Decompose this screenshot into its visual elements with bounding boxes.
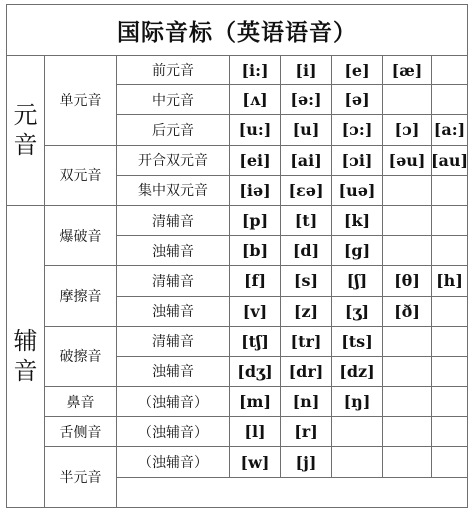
symbol-cell: [ə]: [332, 85, 383, 115]
symbol-cell: [s]: [281, 266, 332, 296]
symbol-cell: [383, 357, 432, 387]
row-label: 前元音: [117, 55, 230, 85]
row-label: 后元音: [117, 115, 230, 145]
symbol-cell: [ŋ]: [332, 387, 383, 417]
symbol-cell: [ɔ]: [383, 115, 432, 145]
symbol-cell: [g]: [332, 236, 383, 266]
table-bottom-filler: [117, 478, 467, 508]
symbol-cell: [au]: [432, 146, 467, 176]
row-label: （浊辅音）: [117, 387, 230, 417]
symbol-cell: [432, 85, 467, 115]
symbol-cell: [432, 447, 467, 477]
symbol-cell: [ai]: [281, 146, 332, 176]
symbol-cell: [j]: [281, 447, 332, 477]
category-consonant: [7, 206, 45, 508]
group-diphthong: 双元音: [45, 146, 117, 206]
symbol-cell: [t]: [281, 206, 332, 236]
symbol-cell: [ɛə]: [281, 176, 332, 206]
symbol-cell: [383, 85, 432, 115]
symbol-cell: [uə]: [332, 176, 383, 206]
symbol-cell: [432, 297, 467, 327]
group-nasal: 鼻音: [45, 387, 117, 417]
symbol-cell: [432, 206, 467, 236]
row-label: （浊辅音）: [117, 447, 230, 477]
symbol-cell: [æ]: [383, 55, 432, 85]
group-plosive: 爆破音: [45, 206, 117, 266]
group-affricate: 破擦音: [45, 327, 117, 387]
group-semivowel: 半元音: [45, 447, 117, 507]
symbol-cell: [z]: [281, 297, 332, 327]
symbol-cell: [332, 447, 383, 477]
row-label: 清辅音: [117, 266, 230, 296]
symbol-cell: [432, 417, 467, 447]
symbol-cell: [432, 176, 467, 206]
row-label: （浊辅音）: [117, 417, 230, 447]
phonetic-table: [7, 55, 467, 508]
symbol-cell: [432, 387, 467, 417]
symbol-cell: [383, 447, 432, 477]
row-label: 浊辅音: [117, 357, 230, 387]
symbol-cell: [383, 417, 432, 447]
row-label: 开合双元音: [117, 146, 230, 176]
symbol-cell: [ei]: [230, 146, 281, 176]
symbol-cell: [e]: [332, 55, 383, 85]
symbol-cell: [tʃ]: [230, 327, 281, 357]
symbol-cell: [ð]: [383, 297, 432, 327]
symbol-cell: [v]: [230, 297, 281, 327]
row-label: 浊辅音: [117, 297, 230, 327]
symbol-cell: [383, 387, 432, 417]
symbol-cell: [p]: [230, 206, 281, 236]
symbol-cell: [l]: [230, 417, 281, 447]
symbol-cell: [m]: [230, 387, 281, 417]
symbol-cell: [432, 236, 467, 266]
symbol-cell: [k]: [332, 206, 383, 236]
symbol-cell: [u]: [281, 115, 332, 145]
symbol-cell: [u:]: [230, 115, 281, 145]
row-label: 浊辅音: [117, 236, 230, 266]
symbol-cell: [332, 417, 383, 447]
symbol-cell: [tr]: [281, 327, 332, 357]
row-label: 清辅音: [117, 206, 230, 236]
symbol-cell: [θ]: [383, 266, 432, 296]
symbol-cell: [n]: [281, 387, 332, 417]
symbol-cell: [r]: [281, 417, 332, 447]
symbol-cell: [w]: [230, 447, 281, 477]
phonetic-chart: [6, 4, 468, 508]
symbol-cell: [432, 327, 467, 357]
symbol-cell: [iə]: [230, 176, 281, 206]
symbol-cell: [a:]: [432, 115, 467, 145]
symbol-cell: [ʒ]: [332, 297, 383, 327]
symbol-cell: [i]: [281, 55, 332, 85]
group-lateral: 舌侧音: [45, 417, 117, 447]
symbol-cell: [dz]: [332, 357, 383, 387]
category-vowel-char-2: 音: [13, 131, 38, 160]
row-label: 中元音: [117, 85, 230, 115]
category-consonant-char-2: 音: [13, 357, 38, 386]
symbol-cell: [383, 176, 432, 206]
symbol-cell: [ə:]: [281, 85, 332, 115]
symbol-cell: [383, 206, 432, 236]
symbol-cell: [ɔi]: [332, 146, 383, 176]
group-fricative: 摩擦音: [45, 266, 117, 326]
row-label: 清辅音: [117, 327, 230, 357]
category-vowel-char-1: 元: [13, 101, 38, 130]
symbol-cell: [d]: [281, 236, 332, 266]
symbol-cell: [ʃ]: [332, 266, 383, 296]
symbol-cell: [i:]: [230, 55, 281, 85]
symbol-cell: [f]: [230, 266, 281, 296]
symbol-cell: [dʒ]: [230, 357, 281, 387]
symbol-cell: [dr]: [281, 357, 332, 387]
group-monophthong: 单元音: [45, 55, 117, 146]
symbol-cell: [383, 327, 432, 357]
symbol-cell: [əu]: [383, 146, 432, 176]
category-consonant-char-1: 辅: [13, 327, 38, 356]
symbol-cell: [ɔ:]: [332, 115, 383, 145]
symbol-cell: [h]: [432, 266, 467, 296]
symbol-cell: [383, 236, 432, 266]
row-label: 集中双元音: [117, 176, 230, 206]
category-vowel: [7, 55, 45, 206]
symbol-cell: [432, 357, 467, 387]
symbol-cell: [ts]: [332, 327, 383, 357]
symbol-cell: [432, 55, 467, 85]
chart-title: 国际音标（英语语音）: [117, 18, 357, 46]
symbol-cell: [b]: [230, 236, 281, 266]
symbol-cell: [ʌ]: [230, 85, 281, 115]
